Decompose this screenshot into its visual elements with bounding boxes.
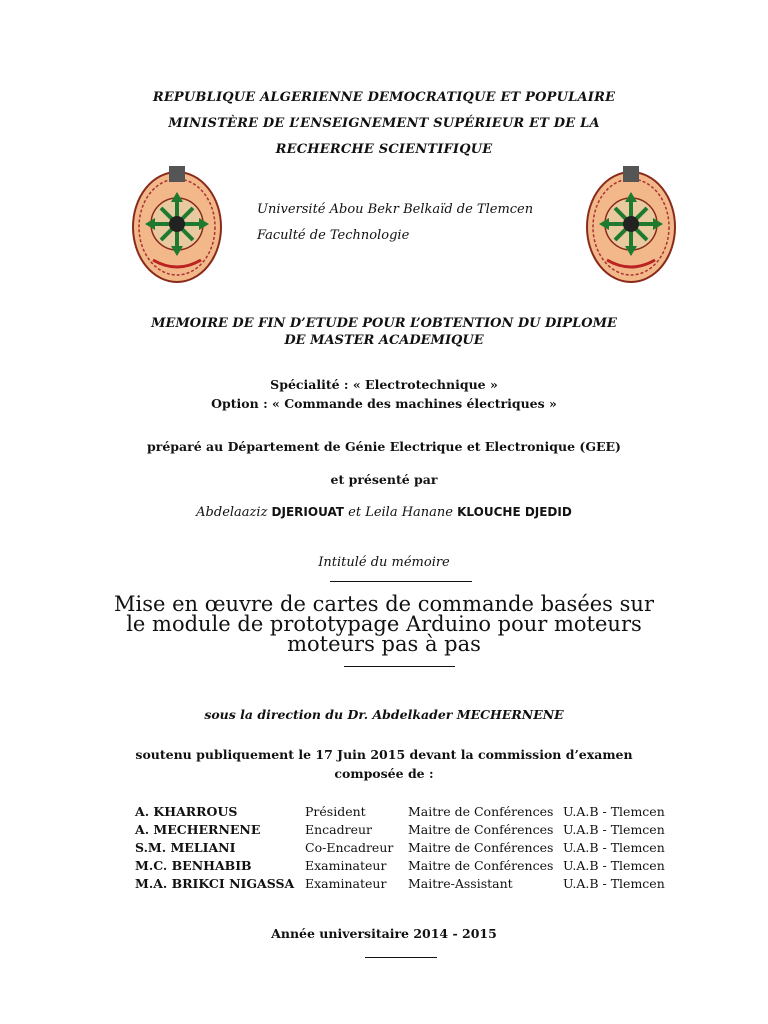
jury-row [135,876,665,894]
jury-institution: U.A.B - Tlemcen [563,840,665,855]
presented-by: et présenté par [330,472,438,487]
jury-role: Encadreur [305,822,373,837]
jury-grade: Maitre de Conférences [408,822,554,837]
memoire-line-2: DE MASTER ACADEMIQUE [284,333,484,348]
jury-role: Examinateur [305,858,387,873]
jury-name: A. KHARROUS [135,804,238,819]
jury-grade: Maitre-Assistant [408,876,513,891]
intitule-label: Intitulé du mémoire [318,555,450,570]
authors [0,505,768,520]
jury-row [135,858,665,876]
jury-grade: Maitre de Conférences [408,804,554,819]
defense-line-1: soutenu publiquement le 17 Juin 2015 devant la commission d’examen [135,747,633,762]
department-line: préparé au Département de Génie Electrique et Electronique (GEE) [147,439,621,454]
jury-name: A. MECHERNENE [135,822,261,837]
jury-grade: Maitre de Conférences [408,840,554,855]
author-1-first: Abdelaaziz [196,505,272,520]
jury-role: Président [305,804,366,819]
jury-name: M.C. BENHABIB [135,858,252,873]
jury-row [135,822,665,840]
jury-row [135,840,665,858]
memoire-line-1: MEMOIRE DE FIN D’ETUDE POUR L’OBTENTION DU DIPLOME [151,316,617,331]
university-emblem-right [585,162,677,287]
authors-conjunction: et [344,505,366,520]
jury-role: Examinateur [305,876,387,891]
jury-table [135,804,665,894]
thesis-title-line-1: Mise en œuvre de cartes de commande basées sur [114,592,654,616]
supervisor-line: sous la direction du Dr. Abdelkader MECHERNENE [204,707,564,722]
university-emblem-left [131,162,223,287]
rule-title [344,666,455,667]
jury-name: S.M. MELIANI [135,840,236,855]
faculty-name: Faculté de Technologie [257,228,410,243]
jury-institution: U.A.B - Tlemcen [563,822,665,837]
jury-row [135,804,665,822]
specialite: Spécialité : « Electrotechnique » [270,377,498,392]
author-2-first: Leila Hanane [365,505,458,520]
jury-institution: U.A.B - Tlemcen [563,876,665,891]
thesis-title-line-2: le module de prototypage Arduino pour moteurs [126,612,642,636]
rule-bottom [365,957,437,958]
header-line-2: MINISTÈRE DE L’ENSEIGNEMENT SUPÉRIEUR ET DE LA [168,116,600,131]
jury-institution: U.A.B - Tlemcen [563,858,665,873]
header-line-1: REPUBLIQUE ALGERIENNE DEMOCRATIQUE ET POPULAIRE [152,90,616,105]
jury-name: M.A. BRIKCI NIGASSA [135,876,295,891]
jury-role: Co-Encadreur [305,840,394,855]
jury-grade: Maitre de Conférences [408,858,554,873]
option: Option : « Commande des machines électriques » [211,396,557,411]
thesis-title-line-3: moteurs pas à pas [287,632,481,656]
author-2-last: KLOUCHE DJEDID [457,505,572,519]
header-line-3: RECHERCHE SCIENTIFIQUE [275,142,493,157]
academic-year: Année universitaire 2014 - 2015 [271,926,497,941]
university-name: Université Abou Bekr Belkaïd de Tlemcen [257,202,534,217]
jury-institution: U.A.B - Tlemcen [563,804,665,819]
rule-top [330,581,472,582]
defense-line-2: composée de : [334,766,434,781]
author-1-last: DJERIOUAT [271,505,344,519]
